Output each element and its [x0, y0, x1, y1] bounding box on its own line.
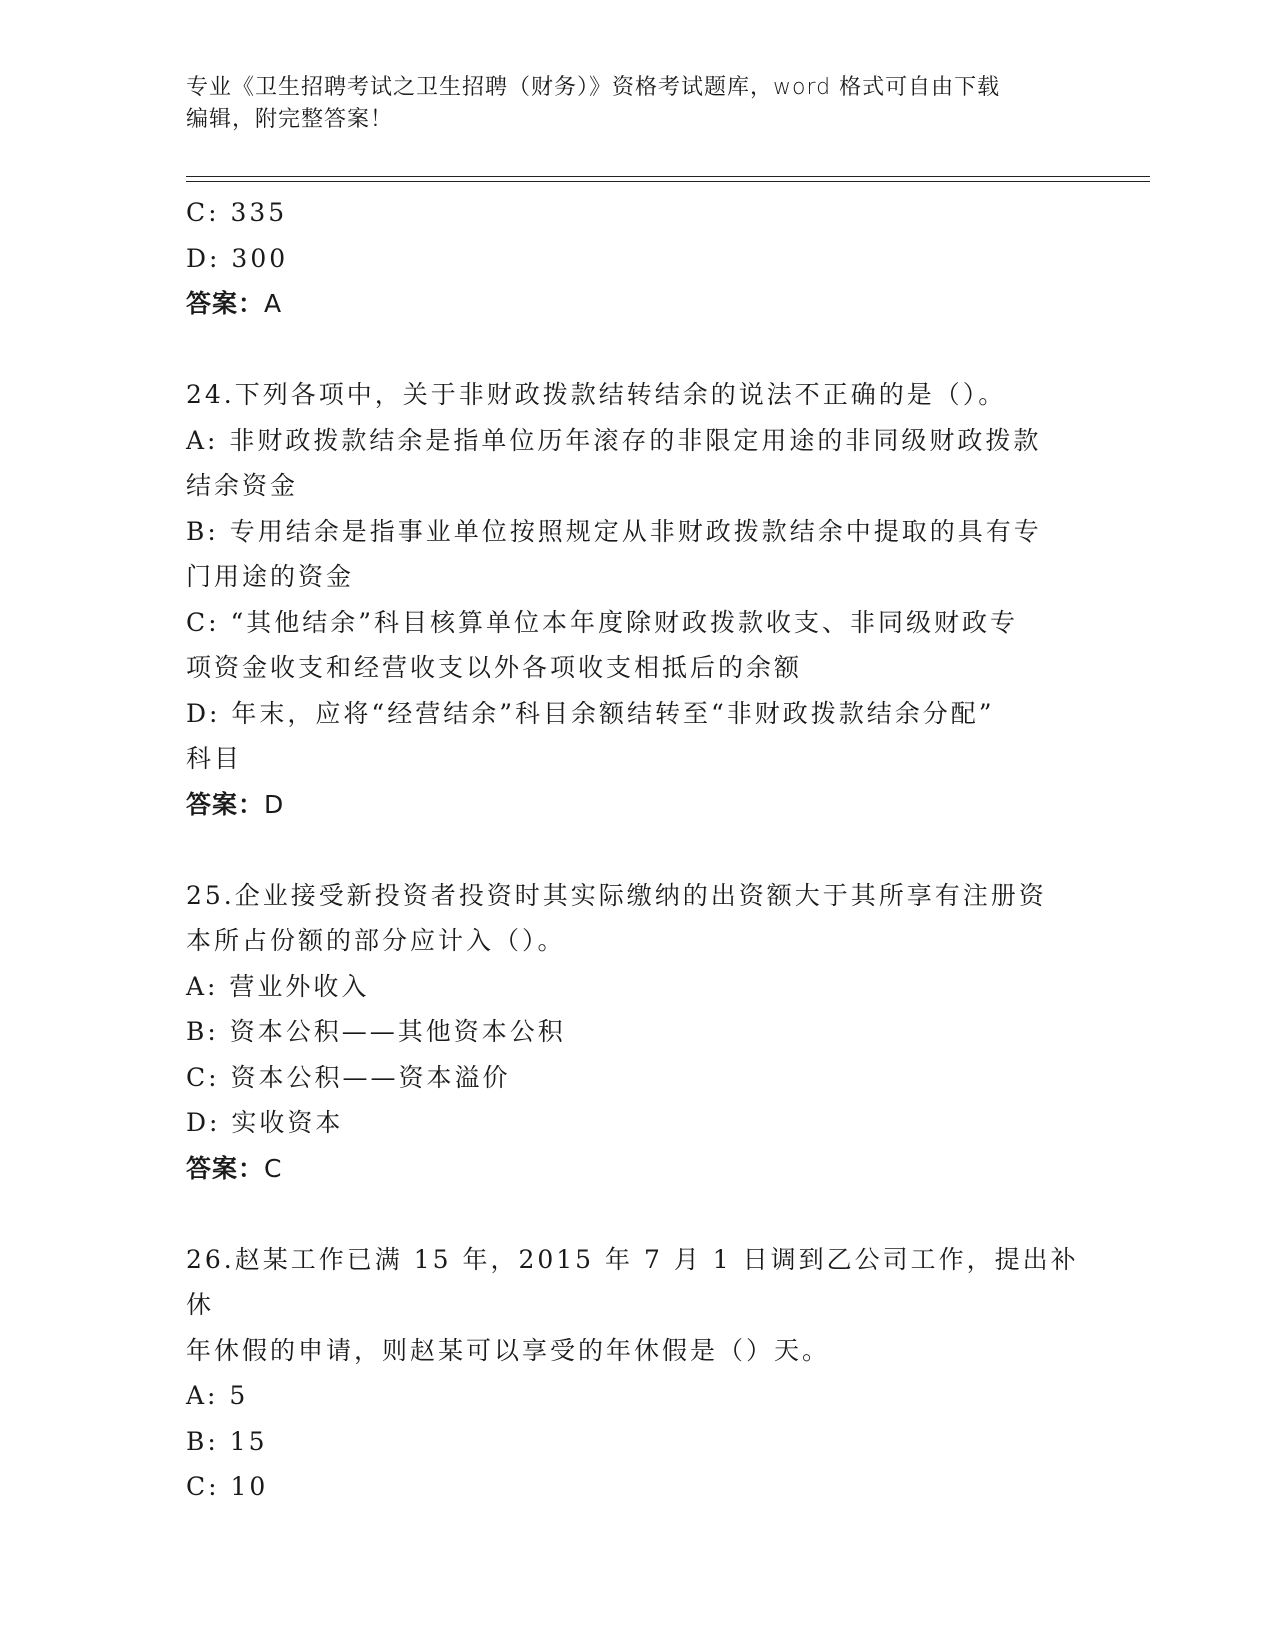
option-a-line-2: 结余资金: [186, 471, 299, 500]
option-a: A: 营业外收入: [186, 971, 370, 1001]
answer-value: D: [264, 789, 285, 819]
option-d-line-1: D: 年末，应将“经营结余”科目余额结转至“非财政拨款结余分配”: [186, 698, 995, 728]
answer-label: 答案：: [186, 289, 265, 318]
question-25: [186, 873, 1086, 1192]
question-26: [186, 1237, 1086, 1510]
question-text-line-2: 本所占份额的部分应计入（）。: [186, 926, 566, 955]
question-text-line-1: 26.赵某工作已满 15 年，2015 年 7 月 1 日调到乙公司工作，提出补休: [186, 1244, 1079, 1319]
option-b: B: 15: [186, 1426, 268, 1456]
option-c-line-2: 项资金收支和经营收支以外各项收支相抵后的余额: [186, 653, 803, 682]
answer-value: C: [264, 1153, 283, 1183]
spacer: [186, 327, 1086, 373]
question-list: [186, 190, 1086, 1510]
document-header: [186, 72, 1066, 136]
option-d-line-2: 科目: [186, 744, 243, 773]
previous-question-tail: [186, 190, 1086, 327]
question-text-line-2: 年休假的申请，则赵某可以享受的年休假是（）天。: [186, 1335, 831, 1365]
answer-line: [186, 782, 1086, 828]
option-b: B: 资本公积——其他资本公积: [186, 1017, 566, 1046]
header-line-1: 专业《卫生招聘考试之卫生招聘（财务）》资格考试题库，word 格式可自由下载: [186, 75, 1001, 100]
header-divider-bottom: [186, 181, 1150, 182]
option-b-line-2: 门用途的资金: [186, 562, 355, 591]
question-text-line-1: 25.企业接受新投资者投资时其实际缴纳的出资额大于其所享有注册资: [186, 880, 1047, 910]
answer-label: 答案：: [186, 1153, 265, 1183]
answer-value: A: [264, 289, 283, 318]
question-24: [186, 372, 1086, 827]
option-c-line-1: C: “其他结余”科目核算单位本年度除财政拨款收支、非同级财政专: [186, 607, 1019, 637]
option-d: D: 300: [186, 243, 289, 273]
answer-label: 答案：: [186, 789, 265, 819]
option-a: A: 5: [186, 1381, 249, 1410]
option-c: C: 资本公积——资本溢价: [186, 1062, 511, 1092]
option-c: C: 10: [186, 1472, 269, 1501]
spacer: [186, 827, 1086, 873]
option-a-line-1: A: 非财政拨款结余是指单位历年滚存的非限定用途的非同级财政拨款: [186, 425, 1042, 455]
option-d: D: 实收资本: [186, 1108, 344, 1137]
header-divider-top: [186, 176, 1150, 177]
option-b-line-1: B: 专用结余是指事业单位按照规定从非财政拨款结余中提取的具有专: [186, 516, 1042, 546]
question-text: 24.下列各项中，关于非财政拨款结转结余的说法不正确的是（）。: [186, 380, 1007, 409]
answer-line: [186, 281, 1086, 327]
option-c: C: 335: [186, 198, 288, 227]
answer-line: [186, 1146, 1086, 1192]
header-line-2: 编辑，附完整答案！: [186, 107, 394, 132]
spacer: [186, 1191, 1086, 1237]
